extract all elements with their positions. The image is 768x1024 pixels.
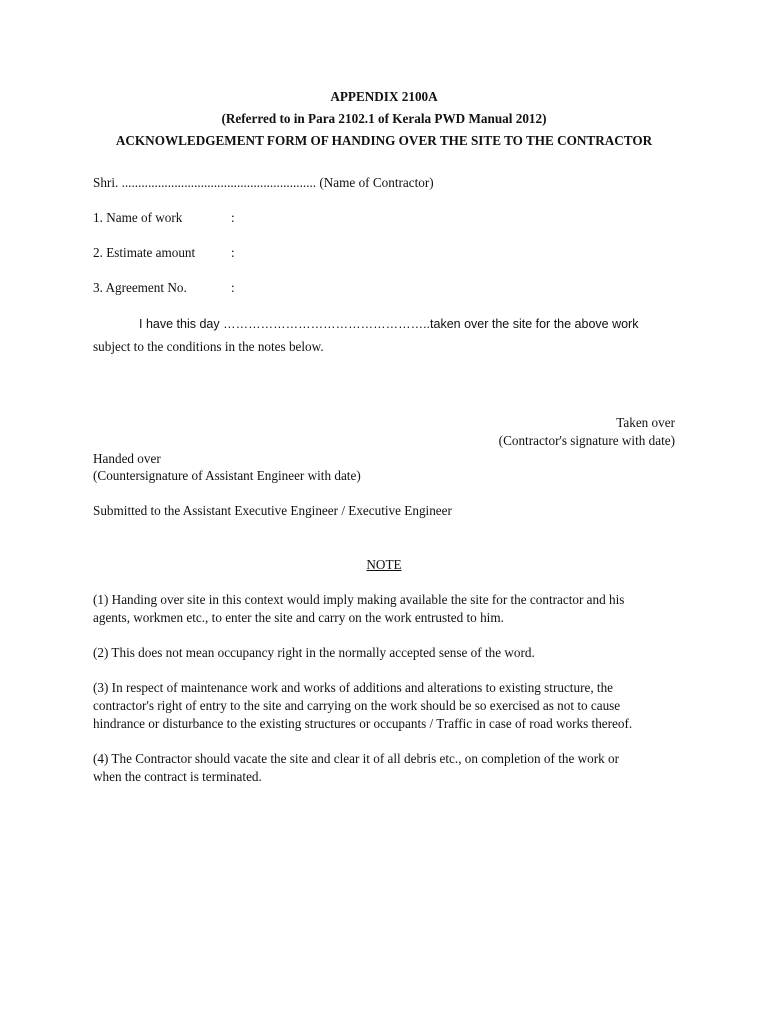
reference-heading: (Referred to in Para 2102.1 of Kerala PWD Manual 2012) bbox=[221, 111, 547, 126]
name-of-work-colon: : bbox=[231, 210, 235, 225]
note-3-line-2: contractor's right of entry to the site and carrying on the work should be so exercised as not to cause bbox=[93, 698, 621, 713]
agreement-no-colon: : bbox=[231, 280, 235, 295]
note-3-line-1: (3) In respect of maintenance work and works of additions and alterations to existing structure, the bbox=[93, 680, 614, 695]
note-1-line-2: agents, workmen etc., to enter the site and carry on the work entrusted to him. bbox=[93, 610, 504, 625]
handed-over-label: Handed over bbox=[93, 451, 161, 466]
agreement-no-label: 3. Agreement No. bbox=[93, 280, 187, 295]
note-4-line-1: (4) The Contractor should vacate the site and clear it of all debris etc., on completion of the work or bbox=[93, 751, 619, 766]
note-3-line-3: hindrance or disturbance to the existing structures or occupants / Traffic in case of road works thereof. bbox=[93, 716, 633, 731]
note-4-line-2: when the contract is terminated. bbox=[93, 769, 262, 784]
name-of-work-label: 1. Name of work bbox=[93, 210, 183, 225]
estimate-amount-colon: : bbox=[231, 245, 235, 260]
note-2-line-1: (2) This does not mean occupancy right in the normally accepted sense of the word. bbox=[93, 645, 535, 660]
form-title: ACKNOWLEDGEMENT FORM OF HANDING OVER THE SITE TO THE CONTRACTOR bbox=[115, 133, 653, 148]
contractor-name-line: Shri. ........................................................... (Name of Contractor) bbox=[93, 175, 434, 190]
estimate-amount-label: 2. Estimate amount bbox=[93, 245, 196, 260]
submitted-to-line: Submitted to the Assistant Executive Engineer / Executive Engineer bbox=[93, 503, 452, 518]
appendix-heading: APPENDIX 2100A bbox=[330, 89, 438, 104]
contractor-signature-label: (Contractor's signature with date) bbox=[498, 433, 675, 448]
countersignature-label: (Countersignature of Assistant Engineer with date) bbox=[93, 468, 361, 483]
taken-over-label: Taken over bbox=[616, 415, 675, 430]
declaration-line-1: I have this day …………………………………………..taken over the site for the above work bbox=[139, 317, 639, 331]
note-1-line-1: (1) Handing over site in this context would imply making available the site for the contractor and his bbox=[93, 592, 625, 607]
note-heading: NOTE bbox=[366, 557, 402, 572]
declaration-line-2: subject to the conditions in the notes below. bbox=[93, 339, 324, 354]
